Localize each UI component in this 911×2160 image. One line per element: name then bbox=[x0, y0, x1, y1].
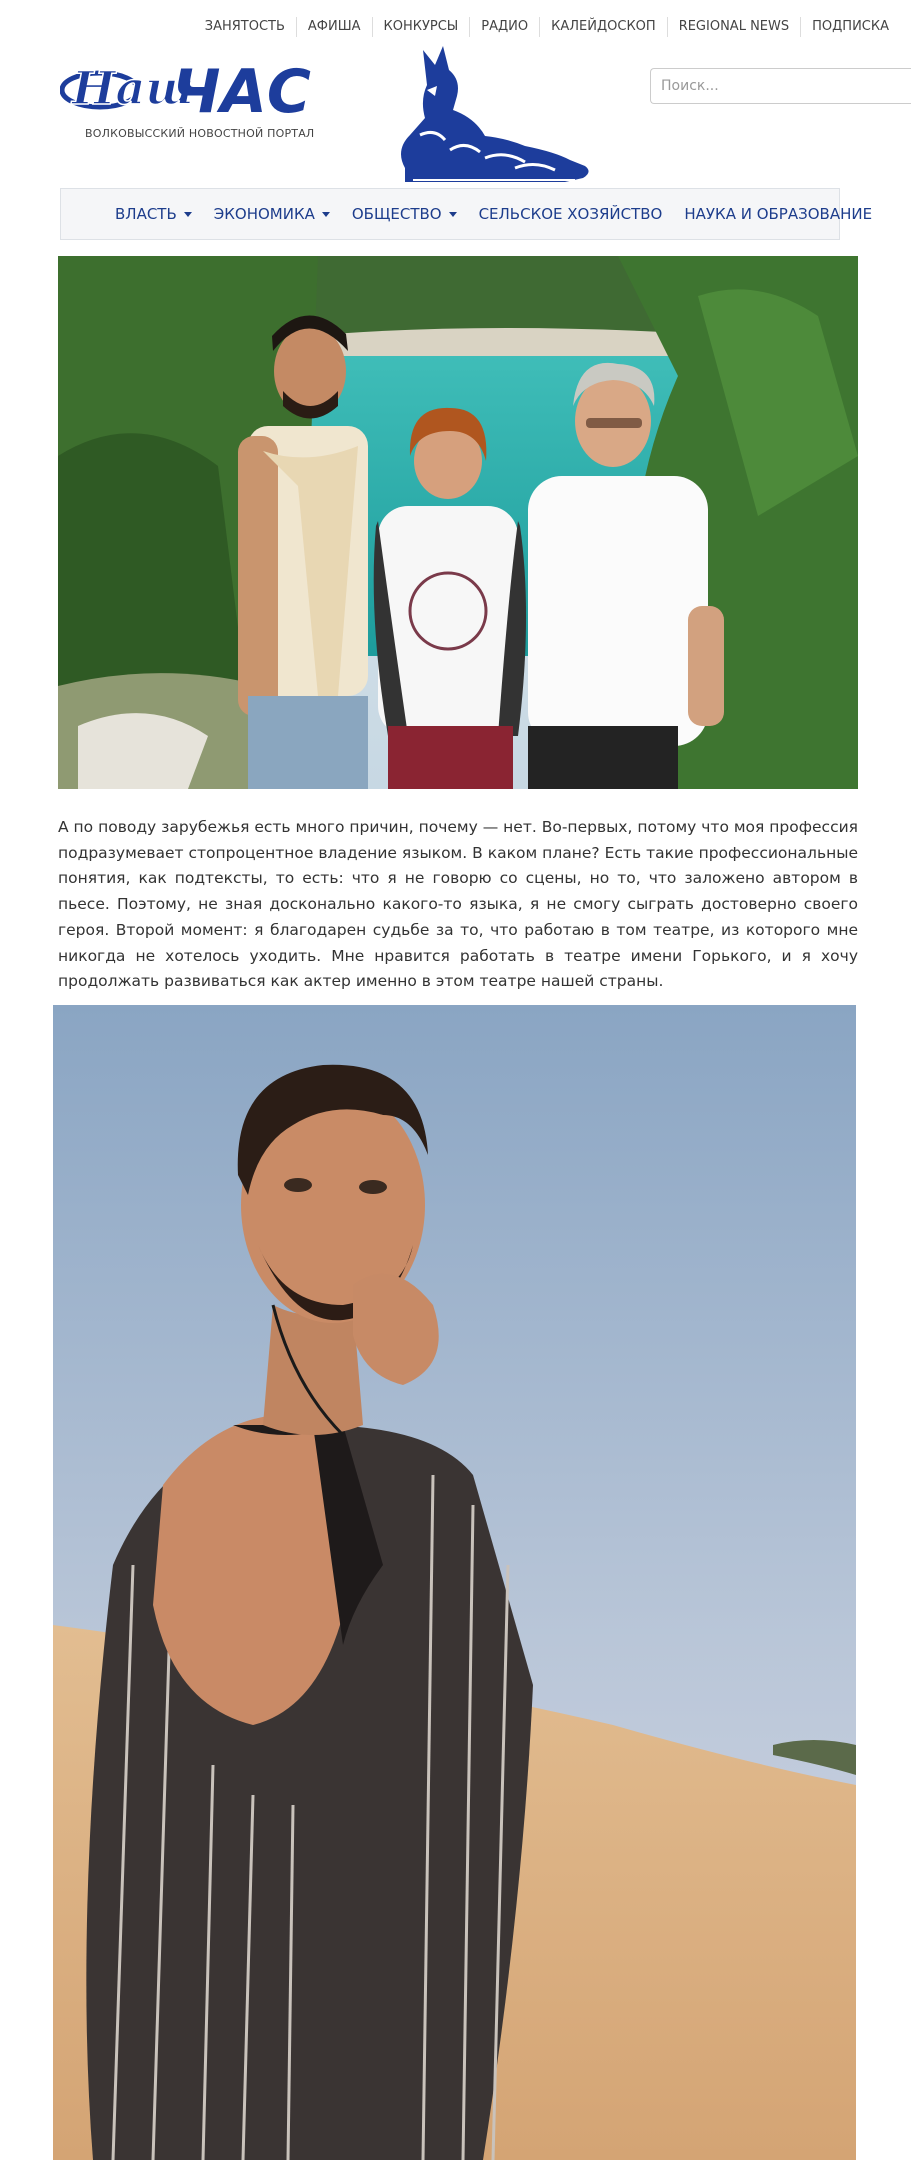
article-photo-family bbox=[58, 256, 858, 789]
logo-caption: ВОЛКОВЫССКИЙ НОВОСТНОЙ ПОРТАЛ bbox=[85, 127, 315, 140]
top-nav-regional-news[interactable]: REGIONAL NEWS bbox=[668, 17, 801, 37]
nav-item-label: СЕЛЬСКОЕ ХОЗЯЙСТВО bbox=[478, 205, 663, 223]
top-nav bbox=[204, 17, 911, 37]
top-nav-afisha[interactable]: АФИША bbox=[297, 17, 373, 37]
top-nav-radio[interactable]: РАДИО bbox=[470, 17, 540, 37]
nav-item-agriculture[interactable] bbox=[479, 205, 663, 223]
nav-item-power[interactable] bbox=[115, 205, 192, 223]
logo-chas: ЧАС bbox=[172, 57, 311, 127]
search-input[interactable] bbox=[650, 68, 911, 104]
main-nav bbox=[60, 188, 873, 240]
nav-item-label: ВЛАСТЬ bbox=[115, 205, 177, 223]
nav-item-economy[interactable] bbox=[214, 205, 330, 223]
top-nav-contests[interactable]: КОНКУРСЫ bbox=[373, 17, 471, 37]
nav-item-label: ЭКОНОМИКА bbox=[213, 205, 315, 223]
logo-wordmark bbox=[60, 52, 320, 127]
nav-item-label: ОБЩЕСТВО bbox=[351, 205, 442, 223]
article-photo-portrait bbox=[53, 1005, 856, 2160]
logo-nash: Наш bbox=[72, 61, 194, 115]
wolf-mascot-image bbox=[365, 40, 595, 190]
nav-item-society[interactable] bbox=[352, 205, 457, 223]
caret-down-icon bbox=[322, 212, 330, 217]
top-nav-subscription[interactable]: ПОДПИСКА bbox=[812, 19, 889, 34]
top-nav-kaleidoscope[interactable]: КАЛЕЙДОСКОП bbox=[540, 17, 668, 37]
caret-down-icon bbox=[184, 212, 192, 217]
nav-item-label: НАУКА И ОБРАЗОВАНИЕ bbox=[684, 205, 873, 223]
nav-item-science-education[interactable] bbox=[684, 205, 872, 223]
top-nav-employment[interactable]: ЗАНЯТОСТЬ bbox=[194, 17, 297, 37]
article-paragraph: А по поводу зарубежья есть много причин, почему — нет. Во-первых, потому что моя профессия подразумевает стопроцентное владение языком. В каком плане? Есть такие профессиональные понятия, как подтексты, то есть: что я не говорю со сцены, но то, что заложено автором в пьесе. Поэтому, не зная досконально какого-то языка, я не смогу сыграть достоверно своего героя. Второй момент: я благодарен судьбе за то, что работаю в том театре, из которого мне никогда не хотелось уходить. Мне нравится работать в театре имени Горького, и я хочу продолжать развиваться как актер именно в этом театре нашей страны. bbox=[58, 818, 858, 991]
caret-down-icon bbox=[449, 212, 457, 217]
